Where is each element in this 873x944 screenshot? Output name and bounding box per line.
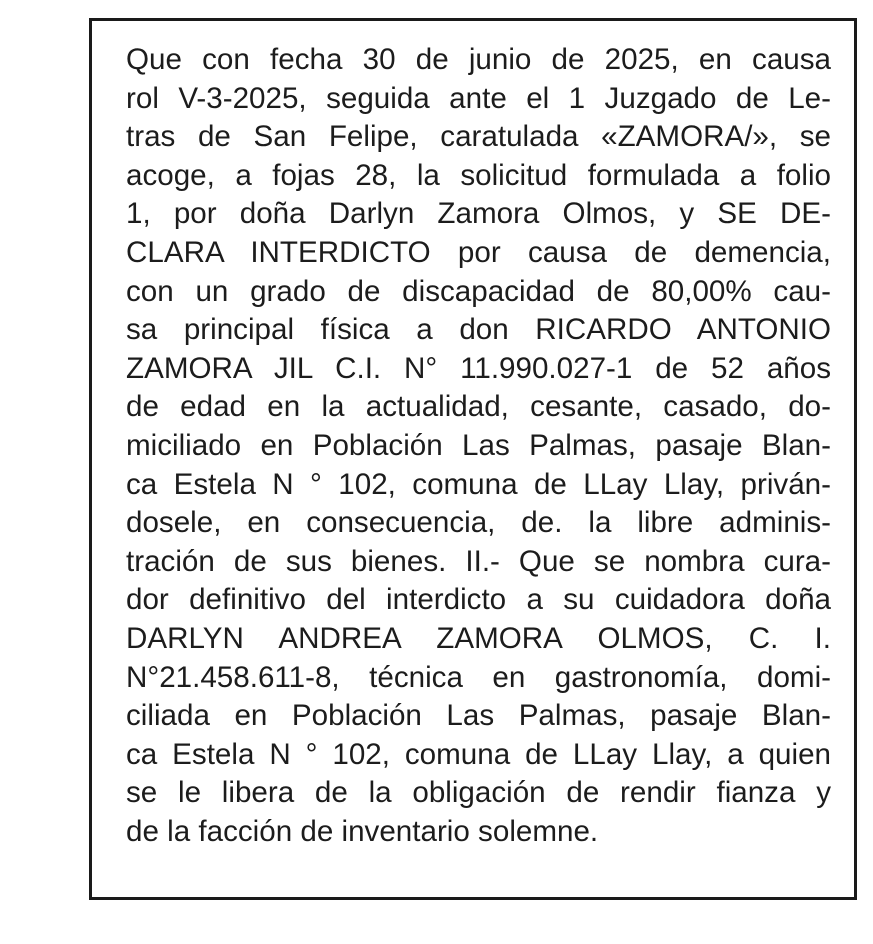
notice-line-last: de la facción de inventario solemne. (126, 814, 599, 848)
notice-line: ZAMORA JIL C.I. N° 11.990.027-1 de 52 años (126, 351, 831, 385)
notice-line: acoge, a fojas 28, la solicitud formulada a folio (126, 158, 831, 192)
notice-line: dor definitivo del interdicto a su cuidadora doña (126, 583, 831, 617)
legal-notice-box (89, 18, 857, 900)
notice-line: ca Estela N ° 102, comuna de LLay Llay, priván- (126, 467, 831, 501)
notice-line: tras de San Felipe, caratulada «ZAMORA/», se (126, 120, 831, 154)
notice-line: N°21.458.611-8, técnica en gastronomía, domi- (126, 660, 831, 694)
notice-paragraph (126, 41, 831, 851)
notice-line: tración de sus bienes. II.- Que se nombra cura- (126, 544, 831, 578)
notice-line: 1, por doña Darlyn Zamora Olmos, y SE DE- (126, 197, 831, 231)
notice-line: se le libera de la obligación de rendir fianza y (126, 776, 831, 810)
notice-line: CLARA INTERDICTO por causa de demencia, (126, 235, 831, 269)
notice-line: con un grado de discapacidad de 80,00% cau- (126, 274, 831, 308)
notice-line: dosele, en consecuencia, de. la libre adminis- (126, 506, 831, 540)
notice-line: miciliado en Población Las Palmas, pasaje Blan- (126, 428, 831, 462)
notice-line: ciliada en Población Las Palmas, pasaje Blan- (126, 699, 831, 733)
notice-line: sa principal física a don RICARDO ANTONIO (126, 313, 831, 347)
notice-line: de edad en la actualidad, cesante, casado, do- (126, 390, 831, 424)
notice-line: DARLYN ANDREA ZAMORA OLMOS, C. I. (126, 621, 831, 655)
notice-line: ca Estela N ° 102, comuna de LLay Llay, a quien (126, 737, 831, 771)
notice-line: Que con fecha 30 de junio de 2025, en causa (126, 43, 831, 76)
notice-line: rol V-3-2025, seguida ante el 1 Juzgado de Le- (126, 81, 831, 115)
